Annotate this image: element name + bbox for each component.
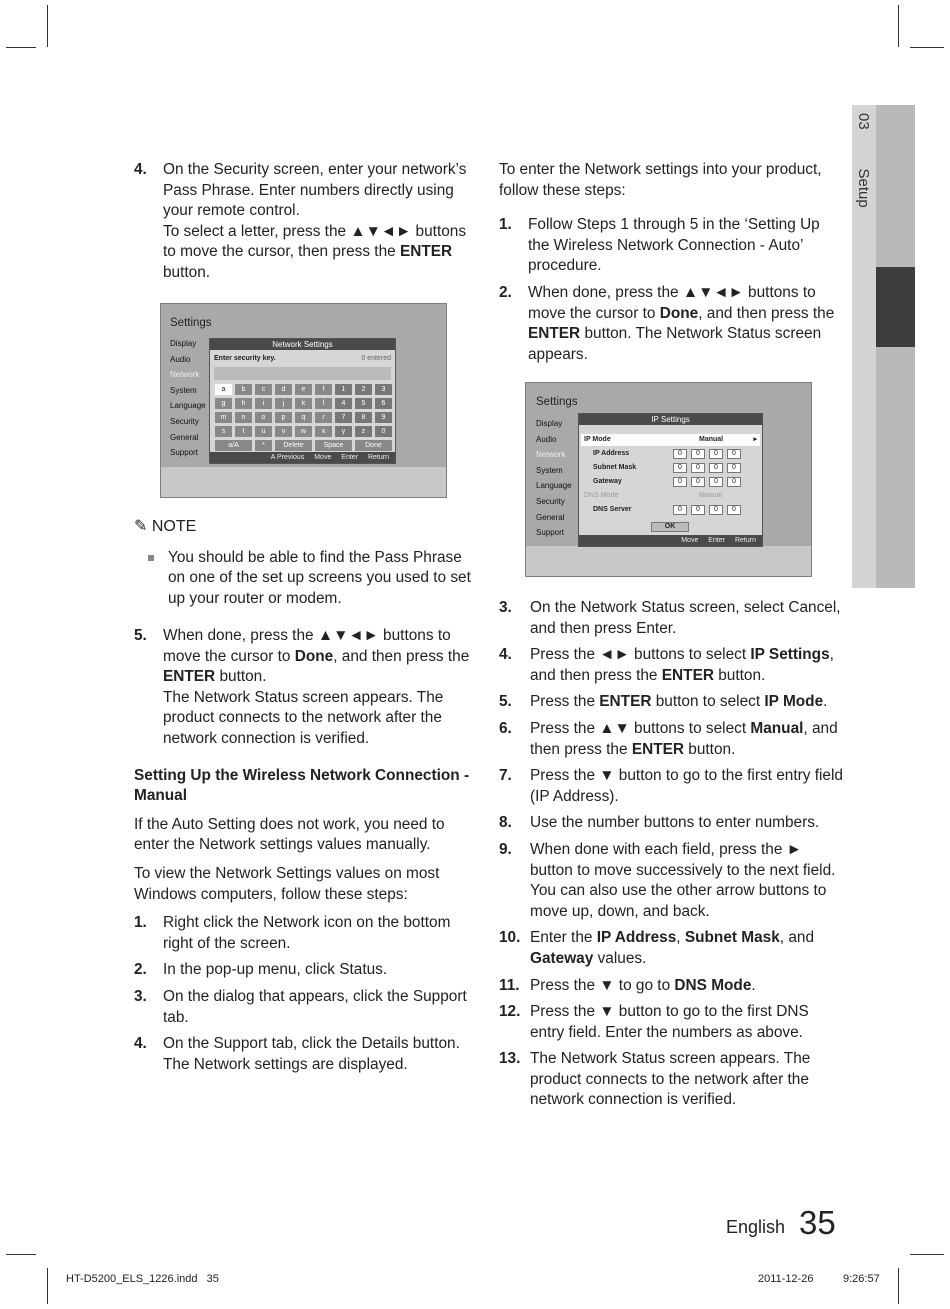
key[interactable]: u	[255, 426, 272, 437]
menu-item-display[interactable]: Display	[536, 419, 563, 428]
list-item: 4. On the Support tab, click the Details button. The Network settings are displayed.	[134, 1035, 460, 1073]
menu-item-general[interactable]: General	[170, 432, 199, 442]
move-hint: Move	[314, 454, 332, 461]
list-item: 1. Right click the Network icon on the bottom right of the screen.	[134, 914, 451, 952]
list-item: 7. Press the ▼ button to go to the first entry field (IP Address).	[499, 767, 843, 805]
screen-title: Settings	[536, 396, 578, 408]
note-title: NOTE	[151, 518, 197, 535]
key[interactable]: y	[335, 426, 352, 437]
left-column-lower	[134, 626, 476, 1081]
section-heading: Setting Up the Wireless Network Connection - Manual	[134, 766, 470, 805]
crop-mark	[6, 1254, 36, 1255]
right-column-lower	[499, 598, 844, 1117]
key[interactable]: e	[295, 384, 312, 395]
bullet-square-icon	[148, 555, 154, 561]
ok-button[interactable]: OK	[651, 522, 689, 532]
crop-mark	[47, 5, 48, 47]
chapter-tab-marker	[876, 267, 915, 347]
key[interactable]: g	[215, 398, 232, 409]
key[interactable]: z	[355, 426, 372, 437]
subnet-mask-row[interactable]	[581, 462, 760, 474]
key[interactable]: v	[275, 426, 292, 437]
paragraph: To enter the Network settings into your product, follow these steps:	[499, 161, 822, 199]
key[interactable]: i	[255, 398, 272, 409]
step-5	[134, 626, 476, 750]
subnet-mask-field[interactable]: 0 0 0 0	[673, 463, 741, 473]
dns-mode-value: Manual	[699, 492, 722, 499]
chapter-tab-label	[855, 113, 872, 208]
list-item: 2. In the pop-up menu, click Status.	[134, 961, 388, 979]
pencil-icon: ✎	[134, 518, 148, 535]
network-settings-screen	[160, 303, 447, 498]
dns-server-field[interactable]: 0 0 0 0	[673, 505, 741, 515]
crop-mark	[910, 1254, 944, 1255]
step-number: 4.	[134, 161, 147, 178]
menu-item-display[interactable]: Display	[170, 339, 197, 348]
crop-mark	[898, 5, 899, 47]
gateway-label: Gateway	[593, 478, 622, 485]
key[interactable]: j	[275, 398, 292, 409]
gateway-row[interactable]	[581, 476, 760, 488]
print-time: 9:26:57	[843, 1273, 880, 1285]
step-number: 5.	[134, 627, 147, 644]
key[interactable]: 4	[335, 398, 352, 409]
list-item: 3. On the dialog that appears, click the Support tab.	[134, 987, 467, 1026]
entered-count: 0 entered	[361, 355, 391, 362]
return-hint: Return	[734, 537, 756, 544]
return-hint: Return	[367, 454, 389, 461]
dialog-footer	[210, 452, 395, 463]
print-date: 2011-12-26	[758, 1273, 814, 1285]
security-key-prompt: Enter security key.	[214, 355, 276, 362]
key[interactable]: l	[315, 398, 332, 409]
key[interactable]: 6	[375, 398, 392, 409]
dns-mode-label: DNS Mode	[584, 492, 619, 499]
keyboard-function-row	[215, 440, 392, 451]
paragraph: If the Auto Setting does not work, you need to enter the Network settings values manually.	[134, 815, 445, 854]
key[interactable]: 8	[355, 412, 372, 423]
done-key[interactable]: Done	[355, 440, 392, 451]
list-item: 9. When done with each field, press the ► button to move successively to the next field. You can also use the other arrow buttons to move up, down, and back.	[499, 840, 836, 920]
ip-mode-value: Manual	[699, 436, 724, 443]
ip-address-row[interactable]	[581, 448, 760, 460]
ip-mode-row[interactable]	[581, 434, 760, 446]
key[interactable]: a	[215, 384, 232, 395]
menu-item-support[interactable]: Support	[536, 528, 565, 538]
list-item: 1. Follow Steps 1 through 5 in the ‘Setting Up the Wireless Network Connection - Auto’ procedure.	[499, 216, 820, 275]
key[interactable]: 3	[375, 384, 392, 395]
key[interactable]: 1	[335, 384, 352, 395]
ip-mode-label: IP Mode	[584, 436, 611, 443]
screen-base	[161, 467, 446, 497]
dns-mode-row[interactable]	[581, 490, 760, 502]
list-item: 2. When done, press the ▲▼◄► buttons to move the cursor to Done, and then press the ENTER button. The Network Status screen appears.	[499, 283, 835, 363]
page-language: English	[726, 1217, 786, 1237]
key[interactable]: r	[315, 412, 332, 423]
dialog-title: Network Settings	[210, 339, 395, 350]
note-heading	[134, 517, 476, 538]
key[interactable]: w	[295, 426, 312, 437]
enter-hint: Enter	[341, 454, 359, 461]
chapter-number: 03	[855, 113, 872, 130]
key[interactable]: d	[275, 384, 292, 395]
ip-address-label: IP Address	[593, 450, 630, 457]
print-file-name: HT-D5200_ELS_1226.indd 35	[66, 1273, 219, 1285]
screen-base	[526, 546, 811, 576]
keyboard-grid	[215, 384, 392, 437]
list-item: 11. Press the ▼ to go to DNS Mode.	[499, 976, 756, 994]
settings-menu	[170, 336, 206, 461]
list-item: 5. Press the ENTER button to select IP Mode.	[499, 693, 828, 711]
crop-mark	[898, 1268, 899, 1304]
key[interactable]: b	[235, 384, 252, 395]
key[interactable]: p	[275, 412, 292, 423]
case-toggle-key[interactable]: a/A	[215, 440, 252, 451]
key[interactable]: n	[235, 412, 252, 423]
menu-item-security[interactable]: Security	[536, 496, 565, 506]
dialog-title: IP Settings	[579, 414, 762, 425]
step-text: The Network Status screen appears. The product connects to the network after the network connection is verified.	[163, 688, 444, 747]
chapter-title: Setup	[855, 168, 872, 208]
key[interactable]: q	[295, 412, 312, 423]
menu-item-language[interactable]: Language	[170, 401, 206, 411]
note-item	[134, 548, 476, 610]
network-settings-dialog	[209, 338, 396, 464]
menu-item-system[interactable]: System	[170, 385, 197, 395]
subnet-mask-label: Subnet Mask	[593, 464, 637, 471]
key[interactable]: 2	[355, 384, 372, 395]
menu-item-language[interactable]: Language	[536, 481, 572, 491]
chapter-tab	[852, 105, 915, 588]
list-item: 12. Press the ▼ button to go to the first DNS entry field. Enter the numbers as above.	[499, 1003, 809, 1041]
list-item: 13. The Network Status screen appears. The product connects to the network after the network connection is verified.	[499, 1050, 811, 1109]
menu-item-network[interactable]: Network	[170, 370, 200, 380]
chevron-right-icon: ▸	[753, 436, 757, 443]
paragraph: To view the Network Settings values on most Windows computers, follow these steps:	[134, 864, 440, 903]
key[interactable]: m	[215, 412, 232, 423]
space-key[interactable]: Space	[315, 440, 352, 451]
list-item: 8. Use the number buttons to enter numbers.	[499, 814, 820, 832]
note-block	[134, 517, 476, 609]
page-number: 35	[799, 1204, 836, 1241]
key[interactable]: x	[315, 426, 332, 437]
crop-mark	[47, 1268, 48, 1304]
key[interactable]: f	[315, 384, 332, 395]
key[interactable]: 7	[335, 412, 352, 423]
enter-hint: Enter	[708, 537, 726, 544]
menu-item-network[interactable]: Network	[536, 450, 566, 460]
key[interactable]: t	[235, 426, 252, 437]
list-item: 4. Press the ◄► buttons to select IP Settings, and then press the ENTER button.	[499, 646, 834, 684]
menu-item-audio[interactable]: Audio	[170, 354, 191, 364]
key[interactable]: o	[255, 412, 272, 423]
key[interactable]: k	[295, 398, 312, 409]
crop-mark	[910, 47, 944, 48]
step-text: When done, press the ▲▼◄► buttons to move the cursor to Done, and then press the ENTER button.	[163, 627, 470, 686]
right-column	[499, 160, 844, 371]
menu-item-audio[interactable]: Audio	[536, 434, 557, 444]
dialog-footer	[579, 535, 762, 546]
step-4	[134, 160, 476, 284]
gateway-field[interactable]: 0 0 0 0	[673, 477, 741, 487]
menu-item-general[interactable]: General	[536, 512, 565, 522]
ip-settings-screen	[525, 382, 812, 577]
key[interactable]: 9	[375, 412, 392, 423]
dns-server-label: DNS Server	[593, 506, 632, 513]
move-hint: Move	[681, 537, 699, 544]
list-item: 3. On the Network Status screen, select Cancel, and then press Enter.	[499, 599, 841, 637]
delete-key[interactable]: Delete	[275, 440, 312, 451]
key[interactable]: c	[255, 384, 272, 395]
crop-mark	[6, 47, 36, 48]
dns-server-row[interactable]	[581, 504, 760, 516]
screen-title: Settings	[170, 317, 212, 329]
step-text: On the Security screen, enter your network’s Pass Phrase. Enter numbers directly using your remote control.	[163, 161, 467, 220]
ip-address-field[interactable]: 0 0 0 0	[673, 449, 741, 459]
left-column	[134, 160, 476, 290]
settings-menu	[536, 416, 572, 541]
security-key-input[interactable]	[214, 367, 391, 380]
previous-hint: A Previous	[270, 454, 305, 461]
step-text: To select a letter, press the ▲▼◄► buttons to move the cursor, then press the ENTER button.	[163, 222, 467, 281]
key[interactable]: s	[215, 426, 232, 437]
note-text: You should be able to find the Pass Phrase on one of the set up screens you used to set up your router or modem.	[168, 548, 471, 607]
menu-item-system[interactable]: System	[536, 465, 563, 475]
key[interactable]: h	[235, 398, 252, 409]
key[interactable]: 5	[355, 398, 372, 409]
key[interactable]: 0	[375, 426, 392, 437]
menu-item-support[interactable]: Support	[170, 448, 199, 458]
ip-settings-dialog	[578, 413, 763, 547]
menu-item-security[interactable]: Security	[170, 416, 199, 426]
asterisk-key[interactable]: *	[255, 440, 272, 451]
list-item: 10. Enter the IP Address, Subnet Mask, and Gateway values.	[499, 929, 815, 967]
list-item: 6. Press the ▲▼ buttons to select Manual, and then press the ENTER button.	[499, 719, 838, 758]
